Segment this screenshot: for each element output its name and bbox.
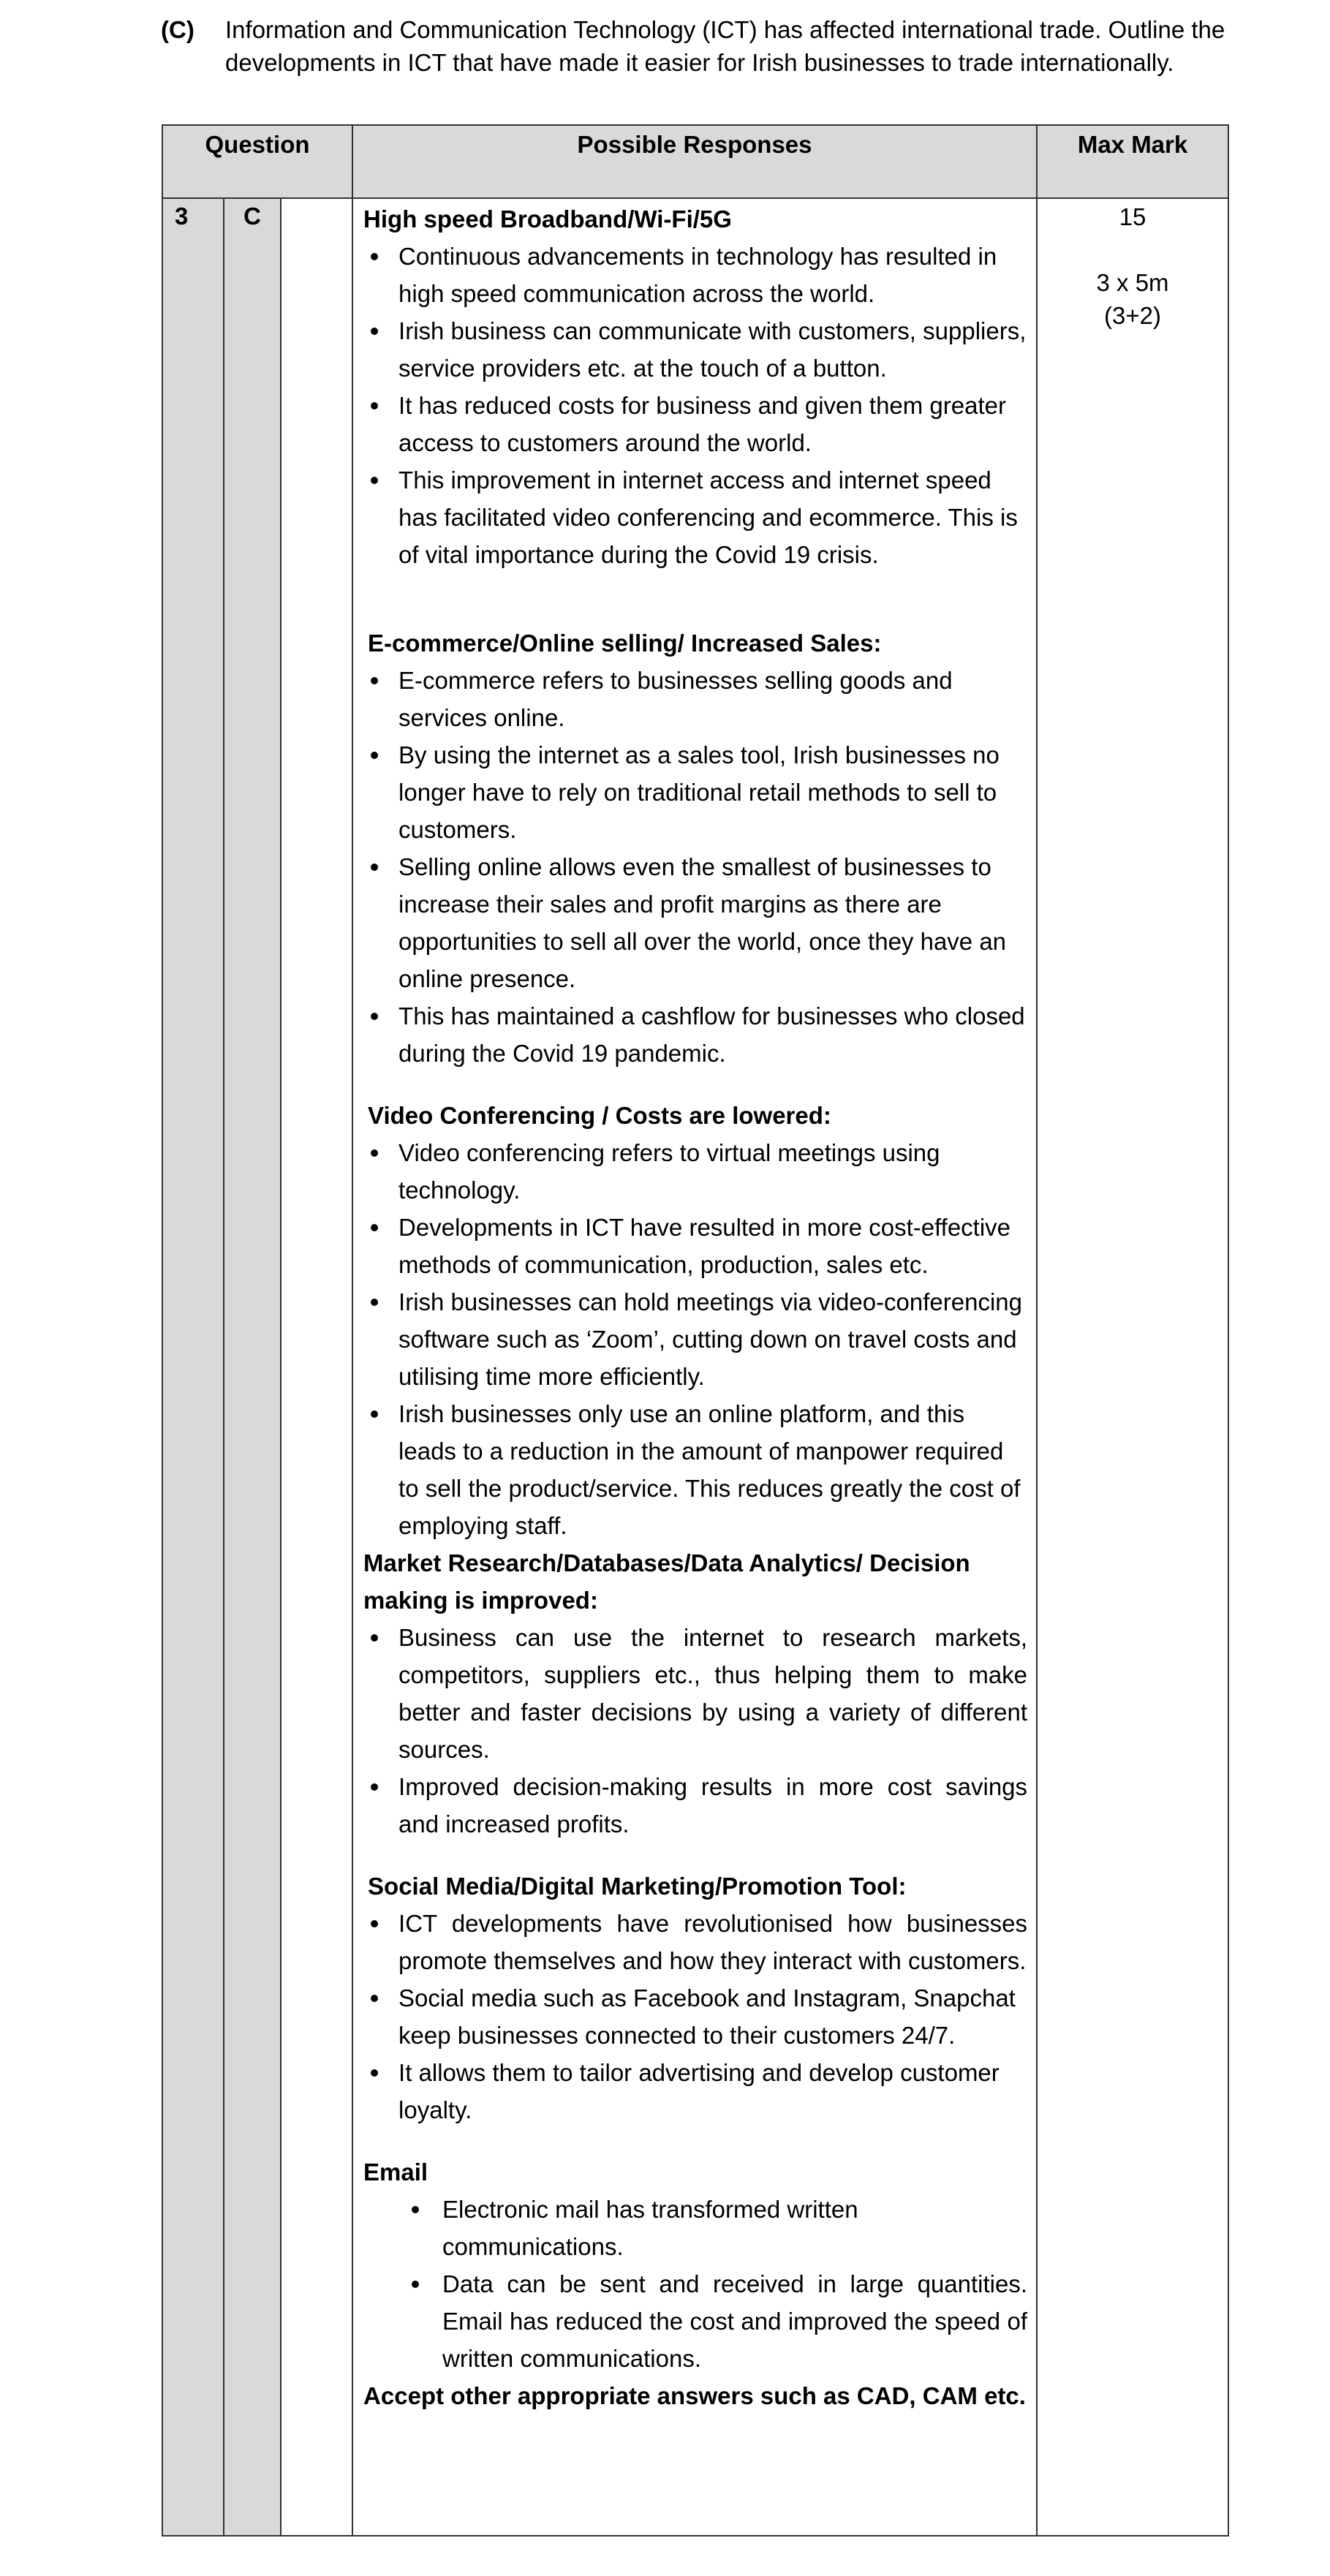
question-number-cell: 3 xyxy=(162,198,224,2536)
section-title: Social Media/Digital Marketing/Promotion Tool: xyxy=(368,1873,907,1900)
header-question: Question xyxy=(162,125,352,198)
bullet-list xyxy=(363,1905,1027,2129)
max-mark-cell xyxy=(1037,198,1228,2536)
list-item: Continuous advancements in technology has resulted in high speed communication across the world. xyxy=(363,238,1027,312)
section-title: Video Conferencing / Costs are lowered: xyxy=(368,1102,831,1129)
section-title: Market Research/Databases/Data Analytics/ Decision making is improved: xyxy=(363,1549,970,1614)
list-item: By using the internet as a sales tool, Irish businesses no longer have to rely on traditional retail methods to sell to customers. xyxy=(363,736,1027,848)
question-text: Information and Communication Technology (ICT) has affected international trade. Outline the developments in ICT that have made it easier for Irish businesses to trade internationally. xyxy=(225,16,1225,76)
bullet-list xyxy=(363,2191,1027,2377)
list-item: It allows them to tailor advertising and develop customer loyalty. xyxy=(363,2054,1027,2129)
list-item: Video conferencing refers to virtual meetings using technology. xyxy=(363,1134,1027,1209)
bullet-list xyxy=(363,1134,1027,1544)
marking-scheme-table xyxy=(162,124,1229,2537)
list-item: Social media such as Facebook and Instagram, Snapchat keep businesses connected to their customers 24/7. xyxy=(363,1979,1027,2054)
header-possible-responses: Possible Responses xyxy=(352,125,1037,198)
list-item: Data can be sent and received in large quantities. Email has reduced the cost and improved the speed of written communications. xyxy=(363,2265,1027,2377)
accept-other-answers-note: Accept other appropriate answers such as CAD, CAM etc. xyxy=(363,2382,1026,2409)
responses-cell xyxy=(352,198,1037,2536)
section-title: E-commerce/Online selling/ Increased Sales: xyxy=(368,630,882,657)
list-item: Irish businesses only use an online platform, and this leads to a reduction in the amount of manpower required to sell the product/service. This reduces greatly the cost of employing staff. xyxy=(363,1395,1027,1544)
list-item: Developments in ICT have resulted in more cost-effective methods of communication, production, sales etc. xyxy=(363,1209,1027,1283)
list-item: Irish businesses can hold meetings via video-conferencing software such as ‘Zoom’, cutting down on travel costs and utilising time more efficiently. xyxy=(363,1283,1027,1395)
list-item: E-commerce refers to businesses selling goods and services online. xyxy=(363,662,1027,736)
list-item: Electronic mail has transformed written communications. xyxy=(363,2191,1027,2265)
table-header-row xyxy=(162,125,1228,198)
list-item: Business can use the internet to research markets, competitors, suppliers etc., thus helping them to make better and faster decisions by using a variety of different sources. xyxy=(363,1619,1027,1768)
list-item: This has maintained a cashflow for businesses who closed during the Covid 19 pandemic. xyxy=(363,997,1027,1072)
list-item: Selling online allows even the smallest of businesses to increase their sales and profit margins as there are opportunities to sell all over the world, once they have an online presence. xyxy=(363,848,1027,997)
section-title: Email xyxy=(363,2158,428,2186)
list-item: Irish business can communicate with customers, suppliers, service providers etc. at the touch of a button. xyxy=(363,312,1027,387)
question-subpart-cell xyxy=(281,198,352,2536)
list-item: It has reduced costs for business and given them greater access to customers around the world. xyxy=(363,387,1027,461)
total-mark: 15 xyxy=(1119,203,1146,230)
header-max-mark: Max Mark xyxy=(1037,125,1228,198)
bullet-list xyxy=(363,662,1027,1072)
section-title: High speed Broadband/Wi-Fi/5G xyxy=(363,205,732,233)
table-row xyxy=(162,198,1228,2536)
question-part-cell: C xyxy=(224,198,281,2536)
bullet-list xyxy=(363,1619,1027,1843)
list-item: This improvement in internet access and internet speed has facilitated video conferencing and ecommerce. This is of vital importance during the Covid 19 crisis. xyxy=(363,461,1027,573)
mark-split: (3+2) xyxy=(1104,302,1162,329)
mark-scheme: 3 x 5m xyxy=(1096,269,1169,296)
list-item: Improved decision-making results in more cost savings and increased profits. xyxy=(363,1768,1027,1843)
bullet-list xyxy=(363,238,1027,573)
question-label: (C) xyxy=(161,16,194,43)
question-intro xyxy=(161,13,1243,79)
list-item: ICT developments have revolutionised how businesses promote themselves and how they interact with customers. xyxy=(363,1905,1027,1979)
